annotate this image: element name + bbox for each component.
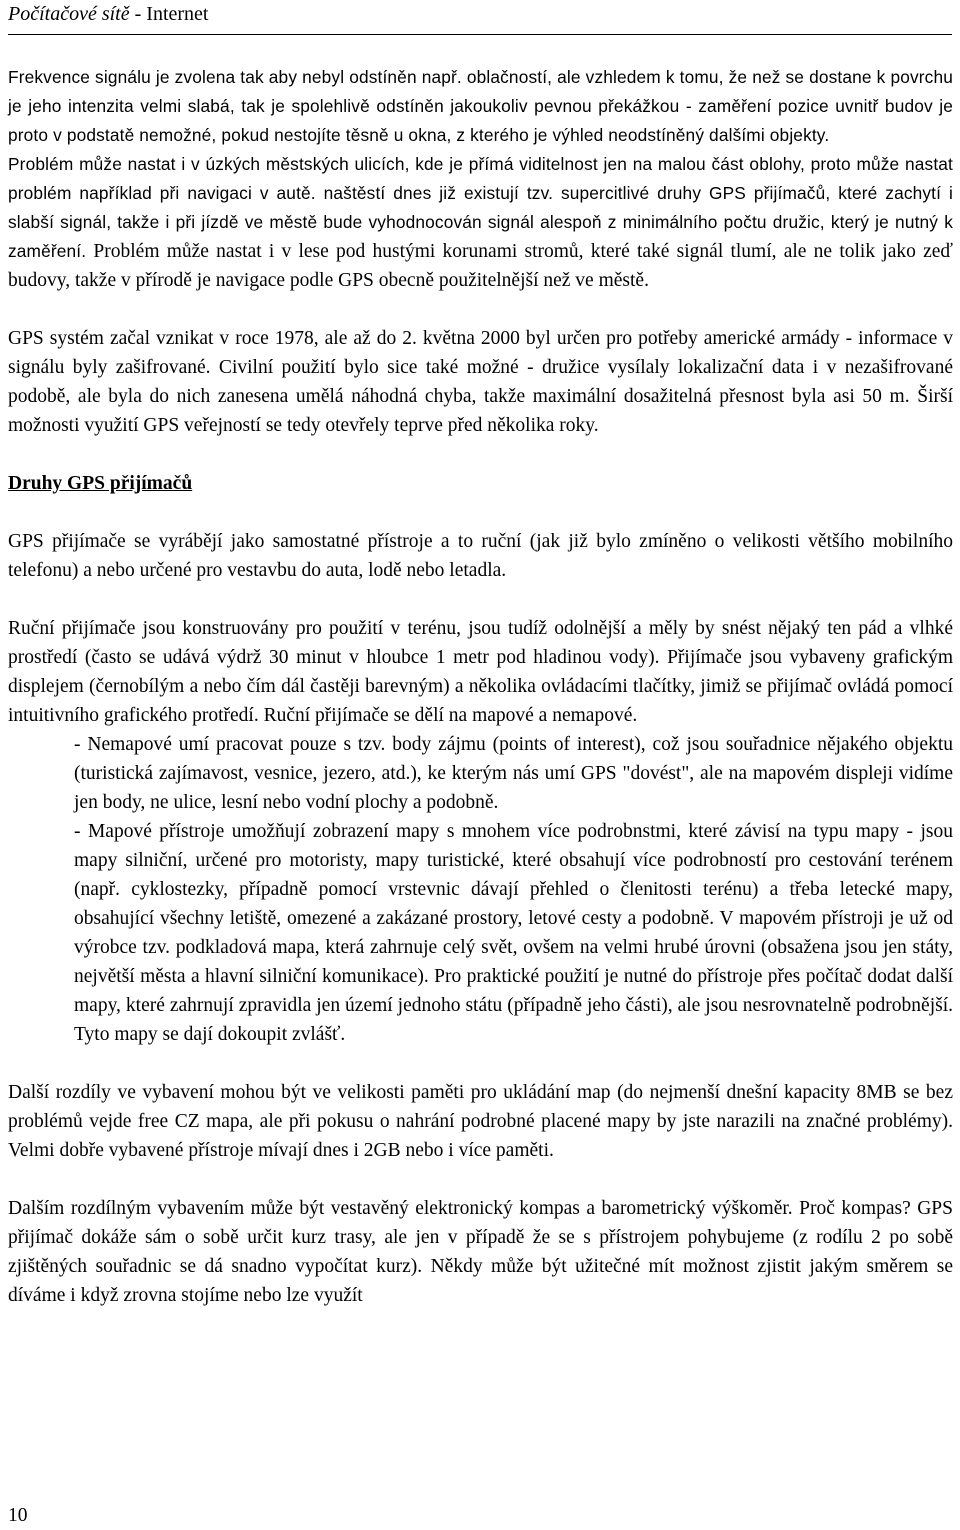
document-body (8, 63, 953, 1310)
paragraph-gps-history: GPS systém začal vznikat v roce 1978, ale až do 2. května 2000 byl určen pro potřeby americké armády - informace v signálu byly zašifrované. Civilní použití bylo sice také možné - družice vysílaly lokalizační data i v nezašifrované podobě, ale byla do nich zanesena umělá náhodná chyba, takže maximální dosažitelná přesnost byla asi 50 m. Širší možnosti využití GPS veřejností se tedy otevřely teprve před několika roky. (8, 328, 953, 436)
header-title-italic: Počítačové sítě (8, 3, 130, 25)
header-title-rest: - Internet (129, 3, 209, 25)
page-header (8, 0, 952, 35)
urban-problems-sans-text: Problém může nastat i v úzkých městských ulicích, kde je přímá viditelnost jen na malou část oblohy, proto může nastat problém například při navigaci v autě. naštěstí dnes již existují tzv. supercitlivé druhy GPS přijímačů, které zachytí i slabší signál, takže i při jízdě ve městě bude vyhodnocován signál alespoň z minimálního počtu družic, který je nutný k zaměření. (8, 154, 953, 261)
list-item-map: - Mapové přístroje umožňují zobrazení mapy s mnohem více podrobnstmi, které závisí na typu mapy - jsou mapy silniční, určené pro motoristy, mapy turistické, které obsahují více podrobností pro cestování terénem (např. cyklostezky, případně pomocí vrstevnic dávají přehled o členitosti terénu) a třeba letecké mapy, obsahující všechny letiště, omezené a zakázané prostory, letové cesty a podobně. V mapovém přístroji je už od výrobce tzv. podkladová mapa, která zahrnuje celý svět, ovšem na velmi hrubé úrovni (obsažena jsou jen státy, největší města a hlavní silniční komunikace). Pro praktické použití je nutné do přístroje přes počítač dodat další mapy, které zahrnují zpravidla jen území jednoho státu (případně jeho části), ale jsou nesrovnatelně podrobnější. Tyto mapy se dají dokoupit zvlášť. (74, 821, 953, 1045)
urban-problems-serif-text: Problém může nastat i v lese pod hustými korunami stromů, které také signál tlumí, ale ne tolik jako zeď budovy, takže v přírodě je navigace podle GPS obecně použitelnější než ve městě. (8, 241, 953, 291)
paragraph-memory: Další rozdíly ve vybavení mohou být ve velikosti paměti pro ukládání map (do nejmenší dnešní kapacity 8MB se bez problémů vejde free CZ mapa, ale při pokusu o nahrání podrobné placené mapy by jste narazili na značné problémy). Velmi dobře vybavené přístroje mívají dnes i 2GB nebo i více paměti. (8, 1082, 953, 1161)
paragraph-urban-problems (8, 150, 953, 295)
paragraph-handheld-receivers: Ruční přijímače jsou konstruovány pro použití v terénu, jsou tudíž odolnější a měly by snést nějaký ten pád a vlhké prostředí (často se udává výdrž 30 minut v hloubce 1 metr pod hladinou vody). Přijímače jsou vybaveny grafickým displejem (černobílým a nebo čím dál častěji barevným) a několika ovládacími tlačítky, jimiž se přijímač ovládá pomocí intuitivního grafického protředí. Ruční přijímače se dělí na mapové a nemapové. (8, 618, 953, 726)
page-number: 10 (8, 1505, 28, 1526)
section-heading: Druhy GPS přijímačů (8, 473, 193, 494)
paragraph-compass: Dalším rozdílným vybavením může být vestavěný elektronický kompas a barometrický výškoměr. Proč kompas? GPS přijímač dokáže sám o sobě určit kurz trasy, ale jen v případě že se s přístrojem pohybujeme (z rodílu 2 po sobě zjištěných souřadnic se dá snadno vypočítat kurz). Někdy může být užitečné mít možnost zjistit jakým směrem se díváme i když zrovna stojíme nebo lze využít (8, 1198, 953, 1306)
paragraph-receiver-types: GPS přijímače se vyrábějí jako samostatné přístroje a to ruční (jak již bylo zmíněno o velikosti většího mobilního telefonu) a nebo určené pro vestavbu do auta, lodě nebo letadla. (8, 531, 953, 581)
list-item-non-map: - Nemapové umí pracovat pouze s tzv. body zájmu (points of interest), což jsou souřadnice nějakého objektu (turistická zajímavost, vesnice, jezero, atd.), ke kterým nás umí GPS "dovést", ale na mapovém displeji vidíme jen body, ne ulice, lesní nebo vodní plochy a podobně. (74, 734, 953, 813)
paragraph-signal-frequency: Frekvence signálu je zvolena tak aby nebyl odstíněn např. oblačností, ale vzhledem k tomu, že než se dostane k povrchu je jeho intenzita velmi slabá, tak je spolehlivě odstíněn jakoukoliv pevnou překážkou - zaměření pozice uvnitř budov je proto v podstatě nemožné, pokud nestojíte těsně u okna, z kterého je výhled neodstíněný dalšími objekty. (8, 67, 953, 145)
